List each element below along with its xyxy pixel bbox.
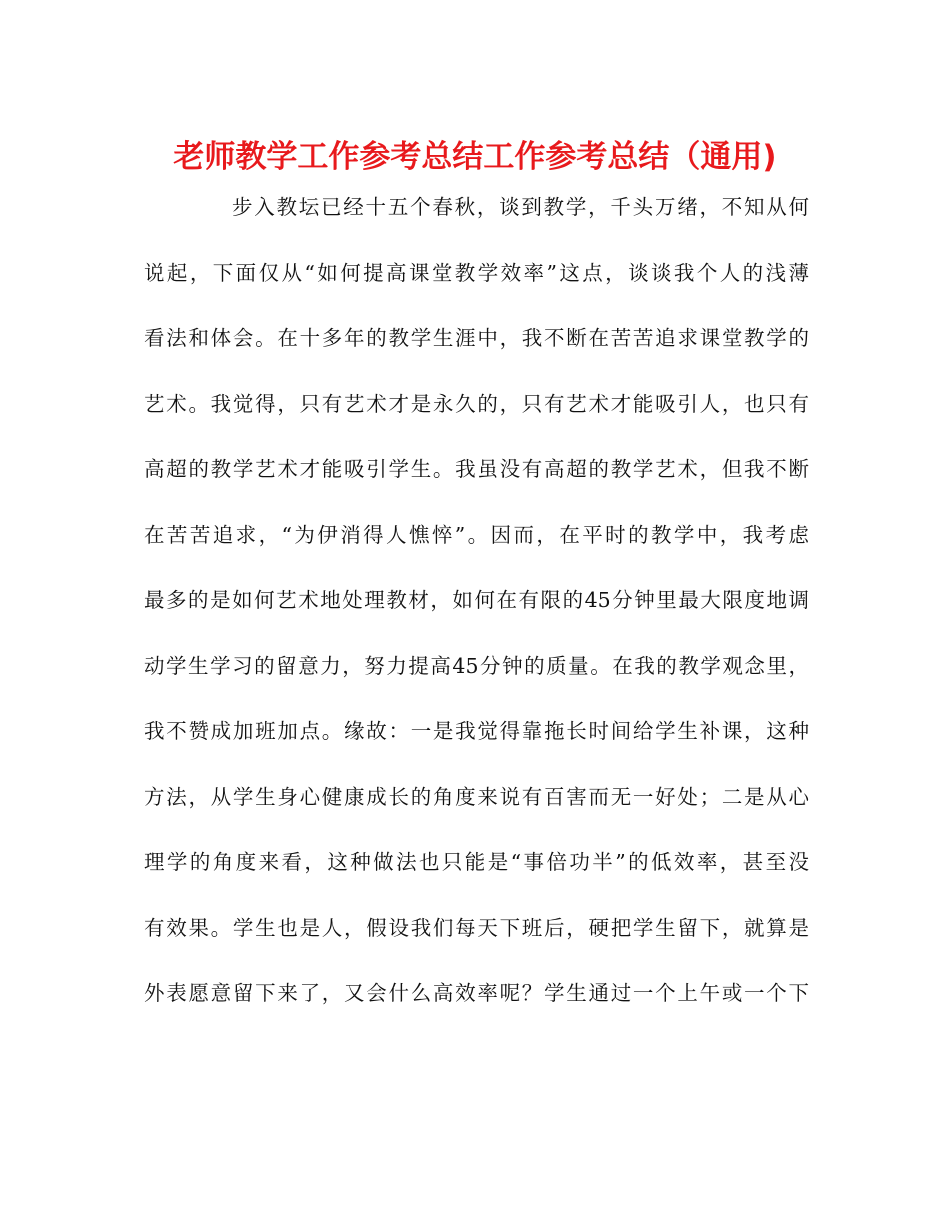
- body-line: 动学生学习的留意力，努力提高45分钟的质量。在我的教学观念里，: [144, 653, 809, 678]
- body-line: 方法，从学生身心健康成长的角度来说有百害而无一好处；二是从心: [144, 784, 809, 809]
- body-line: 我不赞成加班加点。缘故：一是我觉得靠拖长时间给学生补课，这种: [144, 719, 809, 743]
- body-line: 最多的是如何艺术地处理教材，如何在有限的45分钟里最大限度地调: [144, 588, 809, 612]
- body-line: 步入教坛已经十五个春秋，谈到教学，千头万绪，不知从何: [232, 195, 809, 219]
- body-line: 艺术。我觉得，只有艺术才是永久的，只有艺术才能吸引人，也只有: [144, 391, 809, 416]
- document-body: [144, 190, 809, 1042]
- body-line: 理学的角度来看，这种做法也只能是“事倍功半”的低效率，甚至没: [144, 850, 809, 874]
- body-line: 在苦苦追求，“为伊消得人憔悴”。因而，在平时的教学中，我考虑: [144, 522, 809, 547]
- body-line: 高超的教学艺术才能吸引学生。我虽没有高超的教学艺术，但我不断: [144, 457, 809, 481]
- body-line: 外表愿意留下来了，又会什么高效率呢？学生通过一个上午或一个下: [144, 981, 809, 1005]
- body-line: 说起，下面仅从“如何提高课堂教学效率”这点，谈谈我个人的浅薄: [144, 260, 809, 285]
- document-title: 老师教学工作参考总结工作参考总结（通用): [173, 139, 777, 175]
- body-line: 看法和体会。在十多年的教学生涯中，我不断在苦苦追求课堂教学的: [144, 326, 809, 350]
- body-line: 有效果。学生也是人，假设我们每天下班后，硬把学生留下，就算是: [144, 915, 809, 940]
